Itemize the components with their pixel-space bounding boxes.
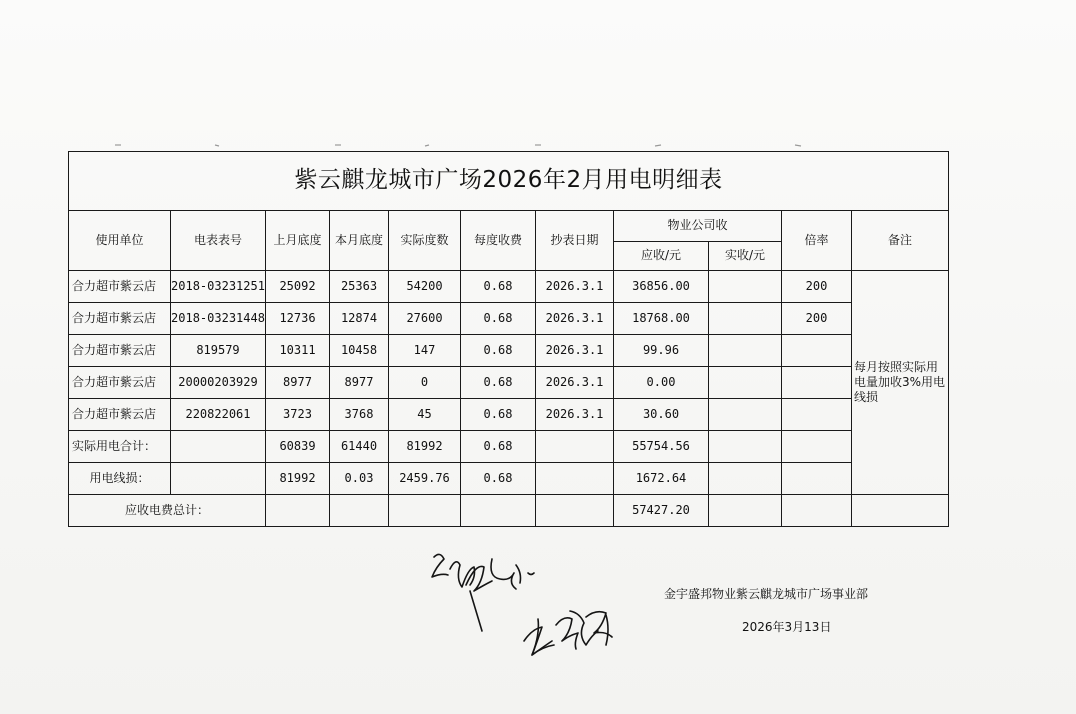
cell-unit: 合力超市紫云店 (69, 303, 171, 335)
cell-date: 2026.3.1 (536, 271, 614, 303)
header-received: 实收/元 (709, 242, 782, 271)
grand-total-row (69, 495, 949, 527)
cell-prev: 25092 (266, 271, 330, 303)
line-loss-actual: 2459.76 (389, 463, 461, 495)
cell-meter-no: 2018-03231251 (171, 271, 266, 303)
cell-received (709, 271, 782, 303)
header-receivable: 应收/元 (614, 242, 709, 271)
grand-total-empty-5 (536, 495, 614, 527)
line-loss-multiplier (782, 463, 852, 495)
cell-meter-no: 819579 (171, 335, 266, 367)
cell-curr: 10458 (330, 335, 389, 367)
grand-total-receivable: 57427.20 (614, 495, 709, 527)
table-row (69, 335, 949, 367)
header-unit: 使用单位 (69, 211, 171, 271)
subtotal-date (536, 431, 614, 463)
cell-curr: 3768 (330, 399, 389, 431)
line-loss-row (69, 463, 949, 495)
cell-received (709, 399, 782, 431)
cell-actual: 0 (389, 367, 461, 399)
cell-curr: 8977 (330, 367, 389, 399)
subtotal-label: 实际用电合计： (69, 431, 171, 463)
cell-price: 0.68 (461, 367, 536, 399)
cell-meter-no: 220822061 (171, 399, 266, 431)
line-loss-rate: 0.03 (330, 463, 389, 495)
subtotal-prev: 60839 (266, 431, 330, 463)
grand-total-empty-3 (389, 495, 461, 527)
document-title: 紫云麒龙城市广场2026年2月用电明细表 (69, 152, 949, 211)
table-row (69, 303, 949, 335)
cell-prev: 10311 (266, 335, 330, 367)
cell-date: 2026.3.1 (536, 335, 614, 367)
cell-date: 2026.3.1 (536, 367, 614, 399)
cell-price: 0.68 (461, 399, 536, 431)
line-loss-meter-no (171, 463, 266, 495)
handwritten-signature (420, 545, 650, 675)
line-loss-label: 用电线损： (69, 463, 171, 495)
line-loss-prev: 81992 (266, 463, 330, 495)
header-read-date: 抄表日期 (536, 211, 614, 271)
header-multiplier: 倍率 (782, 211, 852, 271)
cell-actual: 147 (389, 335, 461, 367)
cell-unit: 合力超市紫云店 (69, 399, 171, 431)
table-row (69, 399, 949, 431)
line-loss-received (709, 463, 782, 495)
issue-date: 2026年3月13日 (742, 620, 832, 634)
subtotal-actual: 81992 (389, 431, 461, 463)
header-actual-kwh: 实际度数 (389, 211, 461, 271)
grand-total-empty-4 (461, 495, 536, 527)
header-row (69, 211, 949, 242)
cell-price: 0.68 (461, 335, 536, 367)
cell-receivable: 36856.00 (614, 271, 709, 303)
header-meter-no: 电表表号 (171, 211, 266, 271)
grand-total-received (709, 495, 782, 527)
header-unit-price: 每度收费 (461, 211, 536, 271)
cell-meter-no: 2018-03231448 (171, 303, 266, 335)
remark-note: 每月按照实际用电量加收3%用电线损 (852, 271, 949, 495)
cell-actual: 54200 (389, 271, 461, 303)
cell-unit: 合力超市紫云店 (69, 367, 171, 399)
subtotal-multiplier (782, 431, 852, 463)
header-remark: 备注 (852, 211, 949, 271)
cell-date: 2026.3.1 (536, 303, 614, 335)
cell-actual: 27600 (389, 303, 461, 335)
subtotal-received (709, 431, 782, 463)
table-row (69, 271, 949, 303)
cell-prev: 12736 (266, 303, 330, 335)
header-curr-reading: 本月底度 (330, 211, 389, 271)
title-row (69, 152, 949, 211)
subtotal-row (69, 431, 949, 463)
cell-price: 0.68 (461, 303, 536, 335)
table-row (69, 367, 949, 399)
electricity-detail-table (68, 151, 949, 527)
cell-receivable: 18768.00 (614, 303, 709, 335)
subtotal-curr: 61440 (330, 431, 389, 463)
cell-prev: 8977 (266, 367, 330, 399)
cell-unit: 合力超市紫云店 (69, 335, 171, 367)
header-prev-reading: 上月底度 (266, 211, 330, 271)
subtotal-meter-no (171, 431, 266, 463)
scan-marks (95, 141, 855, 149)
issuing-organization: 金宇盛邦物业紫云麒龙城市广场事业部 (664, 587, 869, 601)
cell-receivable: 30.60 (614, 399, 709, 431)
cell-multiplier (782, 399, 852, 431)
cell-received (709, 367, 782, 399)
cell-actual: 45 (389, 399, 461, 431)
line-loss-date (536, 463, 614, 495)
line-loss-receivable: 1672.64 (614, 463, 709, 495)
subtotal-price: 0.68 (461, 431, 536, 463)
cell-multiplier (782, 335, 852, 367)
cell-meter-no: 20000203929 (171, 367, 266, 399)
cell-curr: 25363 (330, 271, 389, 303)
grand-total-label: 应收电费总计： (69, 495, 266, 527)
cell-received (709, 335, 782, 367)
cell-receivable: 99.96 (614, 335, 709, 367)
cell-price: 0.68 (461, 271, 536, 303)
cell-receivable: 0.00 (614, 367, 709, 399)
grand-total-empty-2 (330, 495, 389, 527)
cell-date: 2026.3.1 (536, 399, 614, 431)
header-property-group: 物业公司收 (614, 211, 782, 242)
cell-multiplier: 200 (782, 303, 852, 335)
cell-curr: 12874 (330, 303, 389, 335)
cell-unit: 合力超市紫云店 (69, 271, 171, 303)
cell-multiplier (782, 367, 852, 399)
grand-total-remark (852, 495, 949, 527)
cell-received (709, 303, 782, 335)
subtotal-receivable: 55754.56 (614, 431, 709, 463)
line-loss-price: 0.68 (461, 463, 536, 495)
grand-total-empty-1 (266, 495, 330, 527)
cell-prev: 3723 (266, 399, 330, 431)
cell-multiplier: 200 (782, 271, 852, 303)
grand-total-multiplier (782, 495, 852, 527)
